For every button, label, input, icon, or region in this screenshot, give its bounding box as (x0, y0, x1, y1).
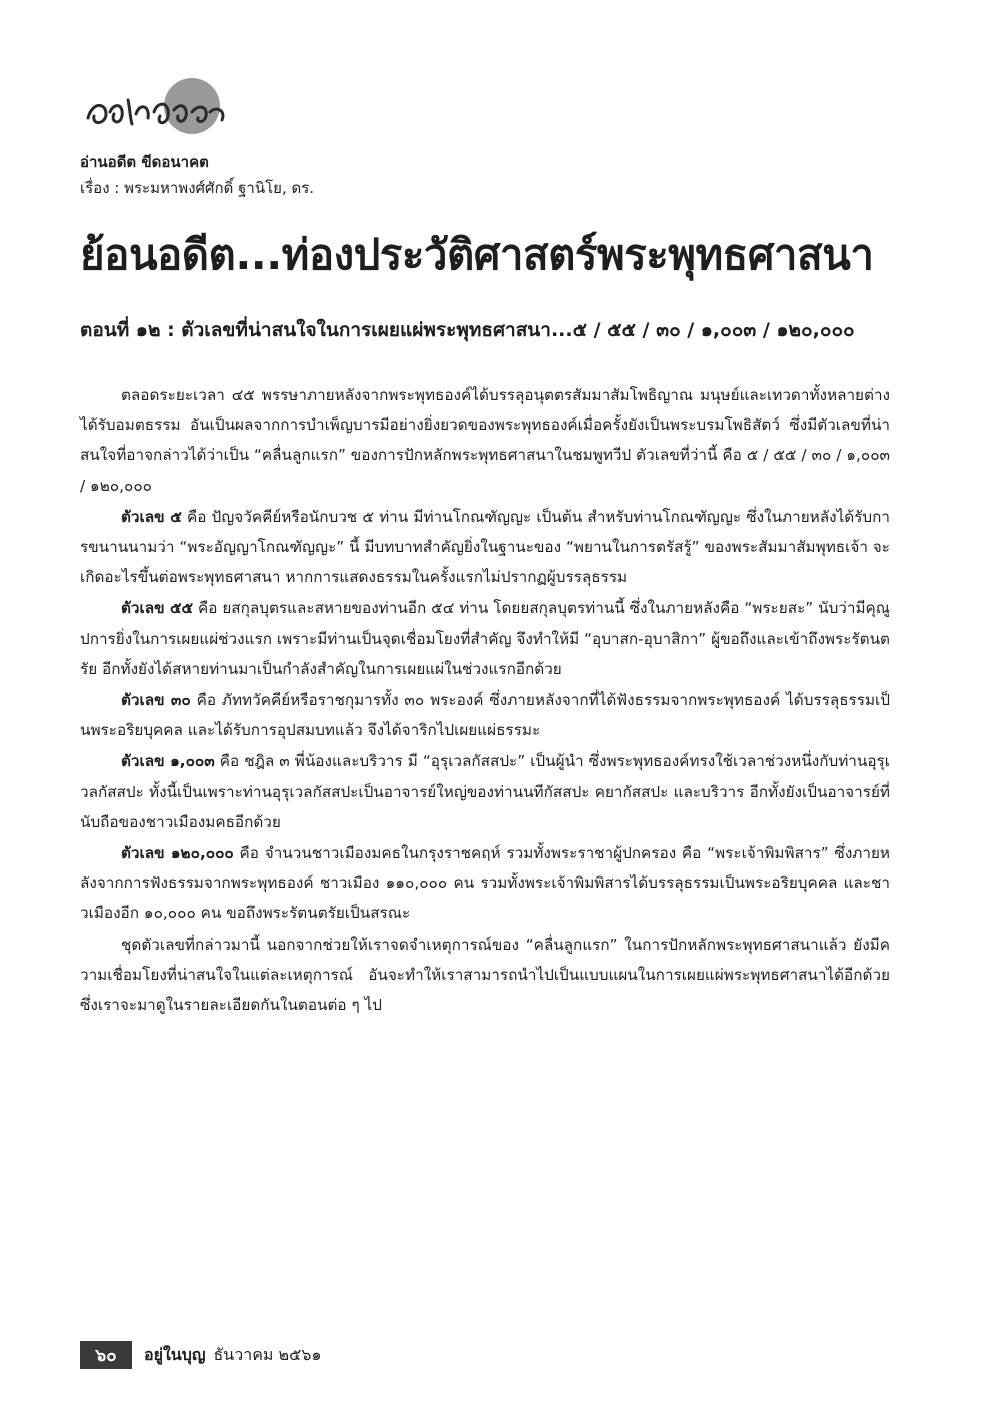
body-paragraph (80, 838, 890, 929)
article-body (80, 380, 890, 1021)
paragraph-text: คือ ปัญจวัคคีย์หรือนักบวช ๕ ท่าน มีท่านโกณฑัญญะ เป็นต้น สำหรับท่านโกณฑัญญะ ซึ่งในภายหลังได้รับการขนานนามว่า “พระอัญญาโกณฑัญญะ” นี้ มีบทบาทสำคัญยิ่งในฐานะของ “พยานในการตรัสรู้” ของพระสัมมาสัมพุทธเจ้า จะเกิดอะไรขึ้นต่อพระพุทธศาสนา หากการแสดงธรรมในครั้งแรกไม่ปรากฏผู้บรรลุธรรม (80, 507, 890, 587)
magazine-name: อยู่ในบุญ (144, 1344, 206, 1364)
logo-emblem (80, 72, 240, 144)
logo-circle (164, 78, 220, 134)
page-number: ๖๐ (80, 1341, 132, 1369)
magazine-logo (80, 72, 240, 144)
body-paragraph (80, 685, 890, 745)
issue-date: ธันวาคม ๒๕๖๑ (213, 1344, 322, 1364)
page-footer (80, 1340, 322, 1370)
number-label: ตัวเลข ๕ (121, 507, 182, 526)
body-paragraph (80, 502, 890, 593)
column-name: อ่านอดีต ขีดอนาคต (80, 153, 209, 171)
byline: เรื่อง : พระมหาพงศ์ศักดิ์ ฐานิโย, ดร. (80, 179, 315, 197)
paragraph-text: คือ ภัททวัคคีย์หรือราชกุมารทั้ง ๓๐ พระองค์ ซึ่งภายหลังจากที่ได้ฟังธรรมจากพระพุทธองค์ ได้บรรลุธรรมเป็นพระอริยบุคคล และได้รับการอุปสมบทแล้ว จึงได้จาริกไปเผยแผ่ธรรมะ (80, 691, 890, 740)
paragraph-text: คือ ชฎิล ๓ พี่น้องและบริวาร มี “อุรุเวลกัสสปะ” เป็นผู้นำ ซึ่งพระพุทธองค์ทรงใช้เวลาช่วงหนึ่งกับท่านอุรุเวลกัสสปะ ทั้งนี้เป็นเพราะท่านอุรุเวลกัสสปะเป็นอาจารย์ใหญ่ของท่านนทีกัสสปะ คยากัสสปะ และบริวาร อีกทั้งยังเป็นอาจารย์ที่นับถือของชาวเมืองมคธอีกด้วย (80, 752, 890, 831)
paragraph-text: คือ ยสกุลบุตรและสหายของท่านอีก ๕๔ ท่าน โดยยสกุลบุตรท่านนี้ ซึ่งในภายหลังคือ “พระยสะ” นับว่ามีคุณูปการยิ่งในการเผยแผ่ช่วงแรก เพราะมีท่านเป็นจุดเชื่อมโยงที่สำคัญ จึงทำให้มี “อุบาสก-อุบาสิกา” ผู้ขอถึงและเข้าถึงพระรัตนตรัย อีกทั้งยังได้สหายท่านมาเป็นกำลังสำคัญในการเผยแผ่ในช่วงแรกอีกด้วย (80, 599, 890, 678)
number-label: ตัวเลข ๓๐ (121, 691, 191, 710)
article-title: ย้อนอดีต...ท่องประวัติศาสตร์พระพุทธศาสนา (80, 230, 874, 279)
number-label: ตัวเลข ๑๒๐,๐๐๐ (121, 844, 234, 863)
intro-paragraph: ตลอดระยะเวลา ๔๕ พรรษาภายหลังจากพระพุทธองค์ได้บรรลุอนุตตรสัมมาสัมโพธิญาณ มนุษย์และเทวดาทั้งหลายต่างได้รับอมตธรรม อันเป็นผลจากการบำเพ็ญบารมีอย่างยิ่งยวดของพระพุทธองค์เมื่อครั้งยังเป็นพระบรมโพธิสัตว์ ซึ่งมีตัวเลขที่น่าสนใจที่อาจกล่าวได้ว่าเป็น “คลื่นลูกแรก” ของการปักหลักพระพุทธศาสนาในชมพูทวีป ตัวเลขที่ว่านี้ คือ ๕ / ๕๕ / ๓๐ / ๑,๐๐๓ / ๑๒๐,๐๐๐ (80, 386, 890, 495)
conclusion-paragraph: ชุดตัวเลขที่กล่าวมานี้ นอกจากช่วยให้เราจดจำเหตุการณ์ของ “คลื่นลูกแรก” ในการปักหลักพระพุทธศาสนาแล้ว ยังมีความเชื่อมโยงที่น่าสนใจในแต่ละเหตุการณ์ อันจะทำให้เราสามารถนำไปเป็นแบบแผนในการเผยแผ่พระพุทธศาสนาได้อีกด้วย ซึ่งเราจะมาดูในรายละเอียดกันในตอนต่อ ๆ ไป (80, 935, 890, 1015)
paragraph-text: คือ จำนวนชาวเมืองมคธในกรุงราชคฤห์ รวมทั้งพระราชาผู้ปกครอง คือ “พระเจ้าพิมพิสาร” ซึ่งภายหลังจากการฟังธรรมจากพระพุทธองค์ ชาวเมือง ๑๑๐,๐๐๐ คน รวมทั้งพระเจ้าพิมพิสารได้บรรลุธรรมเป็นพระอริยบุคคล และชาวเมืองอีก ๑๐,๐๐๐ คน ขอถึงพระรัตนตรัยเป็นสรณะ (80, 844, 891, 923)
body-paragraph (80, 593, 890, 684)
number-label: ตัวเลข ๑,๐๐๓ (121, 752, 215, 771)
episode-subtitle: ตอนที่ ๑๒ : ตัวเลขที่น่าสนใจในการเผยแผ่พระพุทธศาสนา...๕ / ๕๕ / ๓๐ / ๑,๐๐๓ / ๑๒๐,๐๐๐ (80, 319, 855, 341)
number-label: ตัวเลข ๕๕ (121, 599, 194, 618)
body-paragraph (80, 746, 890, 837)
